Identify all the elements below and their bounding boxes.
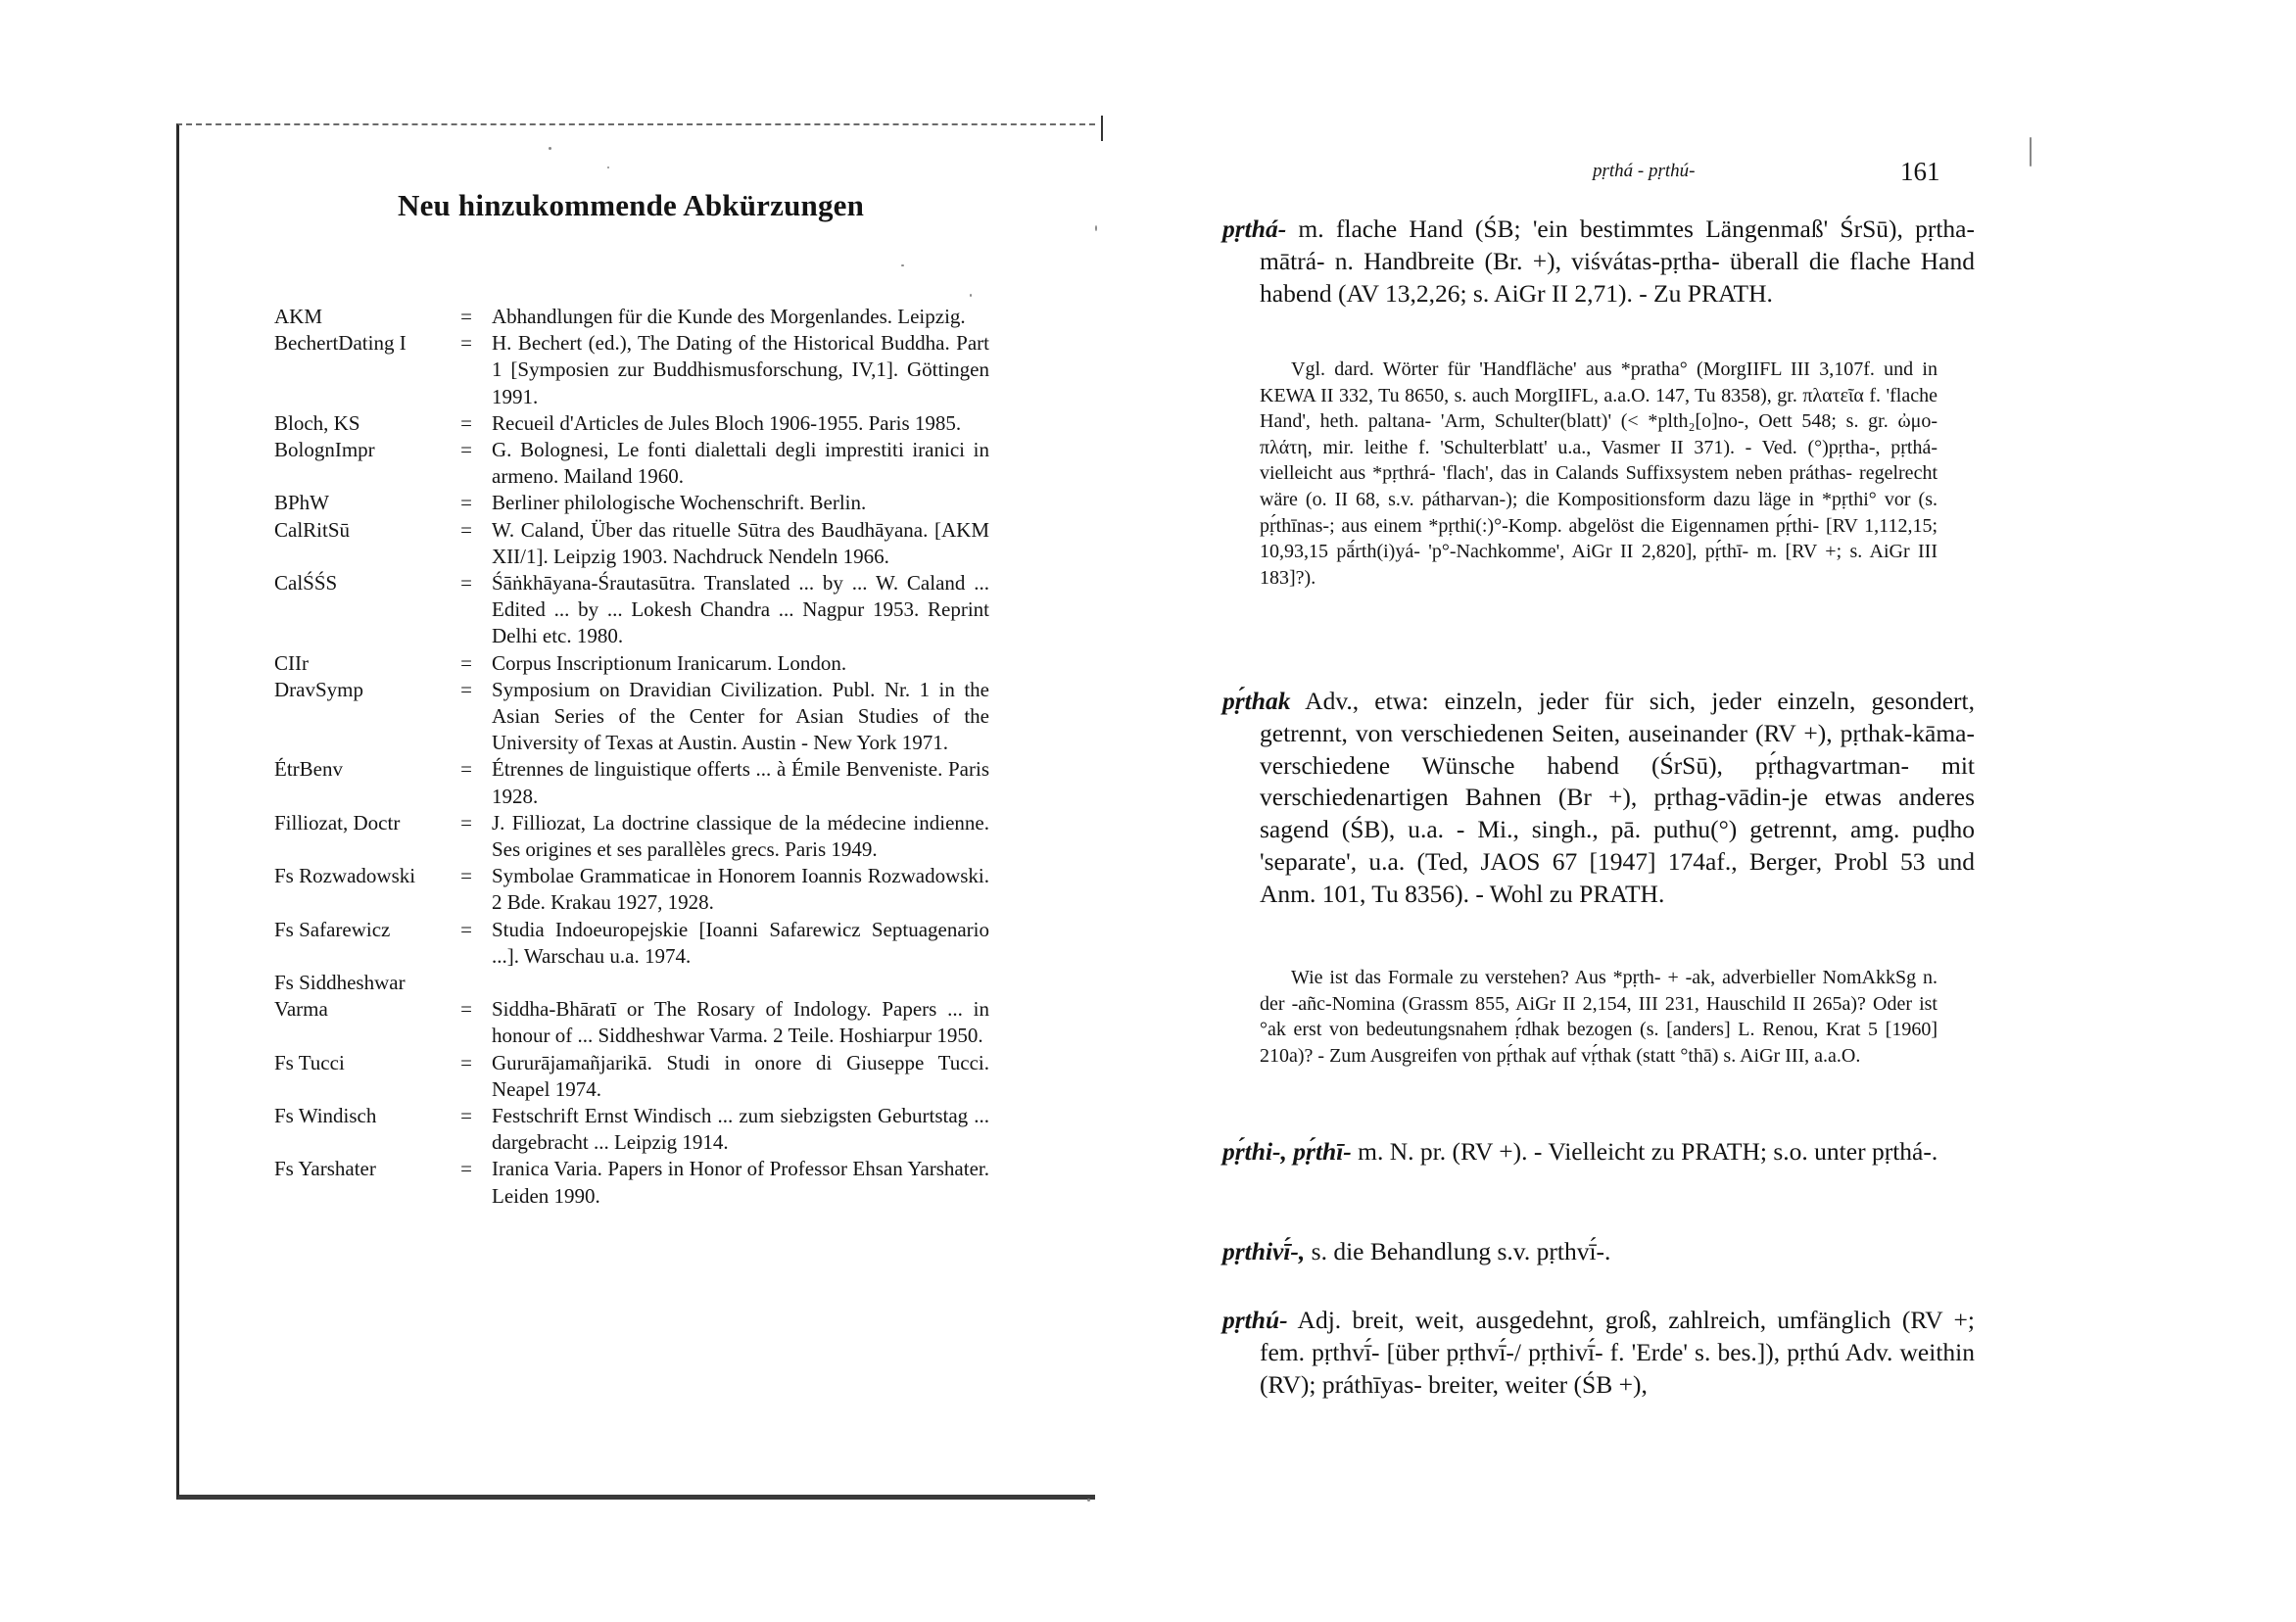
abbreviation-key: BPhW — [274, 491, 330, 515]
entry-prthu — [1222, 1305, 1975, 1401]
abbreviation-key: Fs Yarshater — [274, 1157, 376, 1181]
abbreviation-definition: Recueil d'Articles de Jules Bloch 1906-1955. Paris 1985. — [492, 410, 962, 435]
entry-prthi — [1222, 1136, 1975, 1169]
abbreviation-key: Filliozat, Doctr — [274, 810, 401, 835]
scan-speck — [549, 147, 551, 150]
abbreviation-definition: Étrennes de linguistique offerts ... à Émile Benveniste. Paris 1928. — [492, 757, 989, 808]
abbreviation-key: BolognImpr — [274, 438, 375, 462]
abbreviation-row — [274, 490, 989, 516]
equals-sign: = — [460, 517, 472, 542]
scan-speck — [2030, 137, 2032, 167]
abbreviation-row — [274, 1156, 989, 1209]
abbreviation-definition: Berliner philologische Wochenschrift. Berlin. — [492, 491, 867, 515]
entry-note: Vgl. dard. Wörter für 'Handfläche' aus *pratha° (MorgIIFL III 3,107f. und in KEWA II 332, Tu 8650, s. auch MorgIIFL, a.a.O. 147, Tu 8358), gr. πλατεῖα f. 'flache Hand', heth. paltana- 'Arm, Schulter(blatt)' (< *plth₂[o]no-, Oett 548; s. gr. ὠμο-πλάτη, mir. leithe f. 'Schulterblatt' u.a., Vasmer II 371). - Ved. (°)pṛtha-, pṛthá- vielleicht aus *pṛthrá- 'flach', das in Calands Suffixsystem neben práthas- regelrecht wäre (o. II 68, s.v. pátharvan-); die Kompositionsform dazu läge in *pṛthi° vor (s. pṛ́thīnas-; aus einem *pṛthi(:)°-Komp. abgelöst die Eigennamen pṛ́thi- [RV 1,112,15; 10,93,15 pā́rth(i)yá- 'p°-Nachkomme', AiGr II 2,820], pṛ́thī- m. [RV +; s. AiGr III 183]?). — [1260, 358, 1937, 589]
abbreviation-definition: Abhandlungen für die Kunde des Morgenlandes. Leipzig. — [492, 305, 966, 328]
abbreviation-definition: Festschrift Ernst Windisch ... zum siebzigsten Geburtstag ... dargebracht ... Leipzig 1914. — [492, 1104, 989, 1155]
abbreviation-row — [274, 410, 989, 437]
scan-speck — [1095, 225, 1097, 231]
abbreviation-key: CIIr — [274, 650, 309, 675]
abbreviation-definition: G. Bolognesi, Le fonti dialettali degli imprestiti iranici in armeno. Mailand 1960. — [492, 438, 989, 489]
equals-sign: = — [460, 864, 472, 888]
abbreviation-definition: J. Filliozat, La doctrine classique de la médecine indienne. Ses origines et ses parallèles grecs. Paris 1949. — [492, 810, 989, 862]
equals-sign: = — [460, 810, 472, 835]
entry-body: s. die Behandlung s.v. pṛthvī́-. — [1311, 1237, 1611, 1265]
scan-speck — [607, 167, 609, 168]
entry-body: Adv., etwa: einzeln, jeder für sich, jeder einzeln, gesondert, getrennt, von verschiedenen Seiten, auseinander (RV +), pṛthak-kāma- verschiedene Wünsche habend (ŚrSū), pṛ́thagvartman- mit verschiedenartigen Bahnen (Br +), pṛthag-vādin-je etwas anderes sagend (ŚB), u.a. - Mi., singh., pā. puthu(°) getrennt, amg. puḍho 'separate', u.a. (Ted, JAOS 67 [1947] 174af., Berger, Probl 53 und Anm. 101, Tu 8356). - Wohl zu PRATH. — [1260, 687, 1975, 908]
equals-sign: = — [460, 1157, 472, 1181]
abbreviation-definition: Studia Indoeuropejskie [Ioanni Safarewicz Septuagenario ...]. Warschau u.a. 1974. — [492, 917, 989, 968]
abbreviation-key: AKM — [274, 305, 323, 328]
abbreviation-definition: H. Bechert (ed.), The Dating of the Historical Buddha. Part 1 [Symposien zur Buddhismusforschung, IV,1]. Göttingen 1991. — [492, 331, 989, 408]
equals-sign: = — [460, 757, 472, 782]
equals-sign: = — [460, 917, 472, 941]
abbreviation-definition: Symposium on Dravidian Civilization. Publ. Nr. 1 in the Asian Series of the Center for Asian Studies of the University of Texas at Austin. Austin - New York 1971. — [492, 677, 989, 755]
entry-headword: pṛthivī́-, — [1222, 1237, 1306, 1265]
equals-sign: = — [460, 410, 472, 435]
abbreviation-definition: Siddha-Bhāratī or The Rosary of Indology. Papers ... in honour of ... Siddheshwar Varma. 2 Teile. Hoshiarpur 1950. — [492, 997, 989, 1048]
equals-sign: = — [460, 491, 472, 515]
abbreviation-row — [274, 917, 989, 970]
abbreviation-row — [274, 863, 989, 916]
entry-body: Adj. breit, weit, ausgedehnt, groß, zahlreich, umfänglich (RV +; fem. pṛthvī́- [über pṛthvī́-/ pṛthivī́- f. 'Erde' s. bes.]), pṛthú Adv. weithin (RV); práthīyas- breiter, weiter (ŚB +), — [1260, 1306, 1976, 1399]
abbreviation-row — [274, 810, 989, 863]
equals-sign: = — [460, 331, 472, 356]
scan-speck — [901, 264, 904, 266]
abbreviation-key: Bloch, KS — [274, 410, 360, 435]
abbreviation-key: Fs Safarewicz — [274, 917, 391, 941]
abbreviation-row — [274, 970, 989, 1050]
abbreviation-definition: W. Caland, Über das rituelle Sūtra des Baudhāyana. [AKM XII/1]. Leipzig 1903. Nachdruck Nendeln 1966. — [492, 517, 989, 568]
entry-body: m. flache Hand (ŚB; 'ein bestimmtes Längenmaß' ŚrSū), pṛtha-mātrá- n. Handbreite (Br. +), viśvátas-pṛtha- überall die flache Hand habend (AV 13,2,26; s. AiGr II 2,71). - Zu PRATH. — [1260, 215, 1975, 308]
abbreviation-key: DravSymp — [274, 677, 363, 701]
abbreviation-definition: Iranica Varia. Papers in Honor of Professor Ehsan Yarshater. Leiden 1990. — [492, 1157, 989, 1208]
abbreviation-definition: Symbolae Grammaticae in Honorem Ioannis Rozwadowski. 2 Bde. Krakau 1927, 1928. — [492, 864, 989, 915]
running-head: pṛthá - pṛthú- — [1593, 161, 1696, 181]
equals-sign: = — [460, 305, 472, 328]
abbreviation-key: CalRitSū — [274, 517, 351, 542]
abbreviation-row — [274, 756, 989, 809]
entry-headword: pṛthá- — [1222, 215, 1287, 243]
abbreviation-row — [274, 1050, 989, 1103]
sheet-corner-mark — [1101, 116, 1103, 141]
abbreviation-key: Fs Windisch — [274, 1104, 377, 1128]
entry-headword: pṛ́thak — [1222, 687, 1291, 715]
equals-sign: = — [460, 571, 472, 596]
page-number: 161 — [1900, 157, 1940, 186]
abbreviation-definition: Corpus Inscriptionum Iranicarum. London. — [492, 650, 847, 675]
equals-sign: = — [460, 438, 472, 462]
scan-speck — [970, 294, 972, 297]
entry-prtha — [1222, 214, 1975, 310]
abbreviation-row — [274, 330, 989, 410]
entry-headword: pṛthú- — [1222, 1306, 1288, 1334]
abbreviation-list — [274, 304, 989, 1210]
entry-note: Wie ist das Formale zu verstehen? Aus *pṛth- + -ak, adverbieller NomAkkSg n. der -añc-Nomina (Grassm 855, AiGr II 2,154, III 231, Hauschild II 265a)? Oder ist °ak erst von bedeutungsnahem ṛ́dhak bezogen (s. [anders] L. Renou, Krat 5 [1960] 210a)? - Zum Ausgreifen von pṛ́thak auf vṛ́thak (statt °thā) s. AiGr III, a.a.O. — [1260, 967, 1937, 1067]
entry-headword: pṛ́thi-, pṛ́thī- — [1222, 1137, 1352, 1166]
entry-prthivi — [1222, 1236, 1975, 1268]
entry-body: m. N. pr. (RV +). - Vielleicht zu PRATH; s.o. unter pṛthá-. — [1358, 1137, 1938, 1166]
scan-speck — [1087, 1499, 1090, 1502]
equals-sign: = — [460, 677, 472, 701]
left-page-title: Neu hinzukommende Abkürzungen — [398, 188, 865, 222]
equals-sign: = — [460, 1050, 472, 1074]
abbreviation-row — [274, 677, 989, 757]
abbreviation-row — [274, 650, 989, 677]
abbreviation-key: BechertDating I — [274, 331, 407, 356]
abbreviation-row — [274, 570, 989, 650]
abbreviation-key: Fs Siddheshwar Varma — [274, 971, 406, 1022]
abbreviation-definition: Gururājamañjarikā. Studi in onore di Giuseppe Tucci. Neapel 1974. — [492, 1050, 989, 1101]
equals-sign: = — [460, 650, 472, 675]
abbreviation-row — [274, 437, 989, 490]
abbreviation-row — [274, 304, 989, 330]
equals-sign: = — [460, 997, 472, 1022]
abbreviation-key: Fs Tucci — [274, 1050, 345, 1074]
abbreviation-row — [274, 1103, 989, 1156]
abbreviation-key: Fs Rozwadowski — [274, 864, 416, 888]
abbreviation-key: ÉtrBenv — [274, 757, 343, 782]
equals-sign: = — [460, 1104, 472, 1128]
abbreviation-definition: Śāṅkhāyana-Śrautasūtra. Translated ... by ... W. Caland ... Edited ... by ... Lokesh Chandra ... Nagpur 1953. Reprint Delhi etc. 1980. — [492, 571, 989, 648]
abbreviation-row — [274, 517, 989, 570]
abbreviation-key: CalŚŚS — [274, 571, 338, 596]
entry-prthak — [1222, 686, 1975, 911]
